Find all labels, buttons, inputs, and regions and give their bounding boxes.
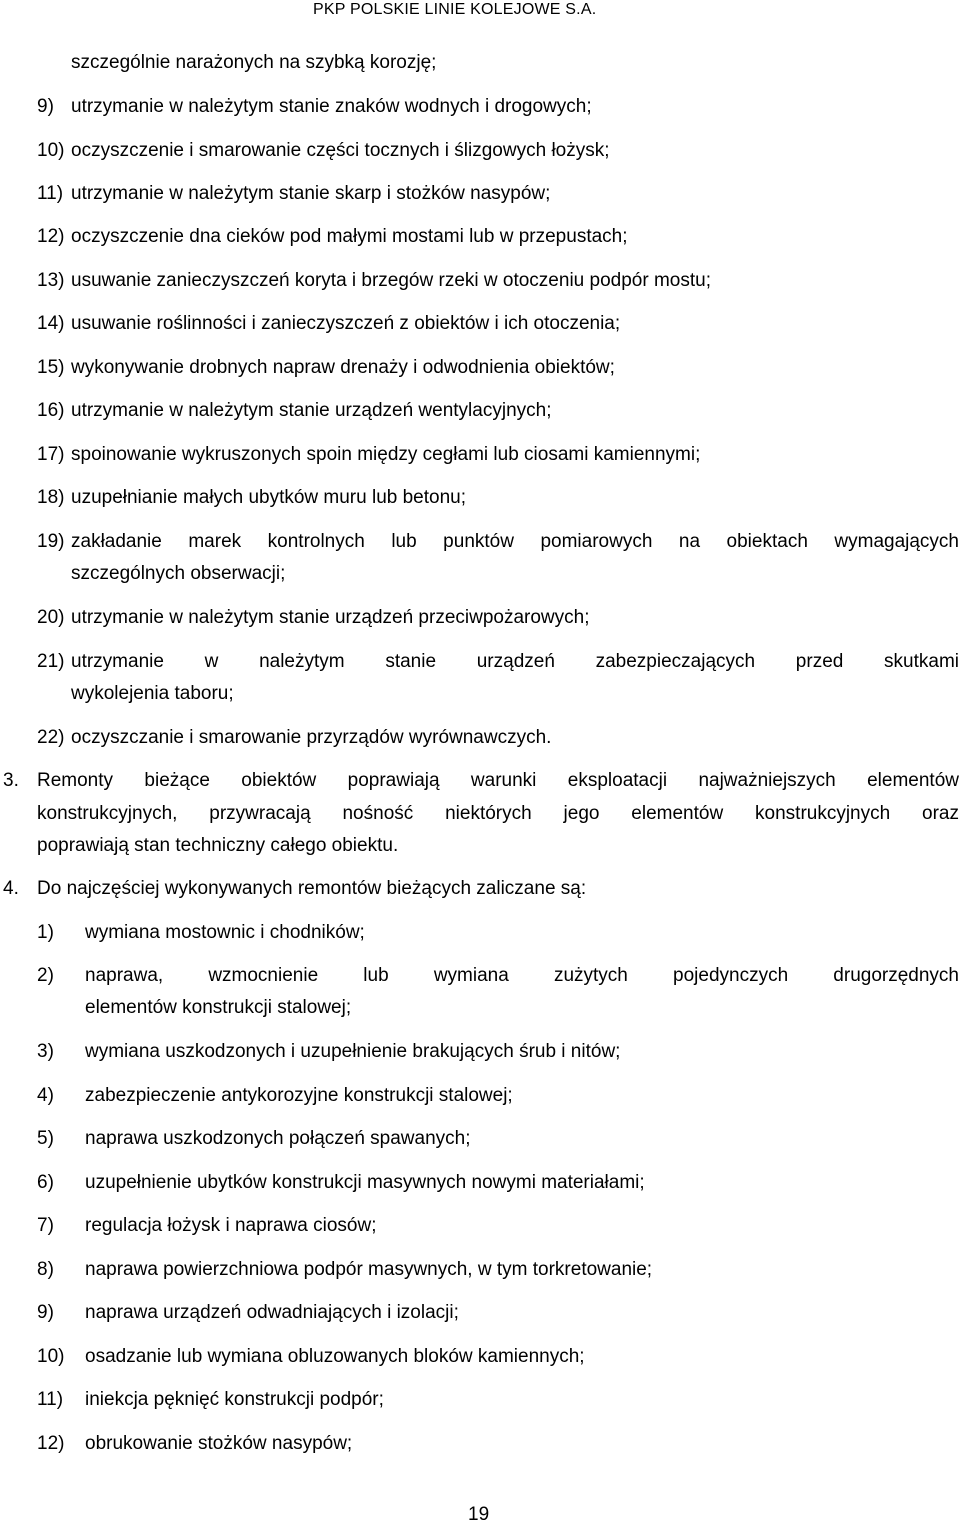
section-number: 3.	[3, 770, 19, 791]
list-item-text: utrzymanie w należytym stanie urządzeń wentylacyjnych;	[71, 400, 552, 421]
list-item-text-continued: szczególnych obserwacji;	[71, 563, 286, 584]
list-item-text: zakładanie marek kontrolnych lub punktów pomiarowych na obiektach wymagających	[71, 531, 959, 552]
list-item-number: 17)	[37, 444, 65, 465]
list-item-text: uzupełnianie małych ubytków muru lub betonu;	[71, 487, 467, 508]
list-item-number: 9)	[37, 1302, 54, 1323]
list-item-text: oczyszczenie i smarowanie części tocznych i ślizgowych łożysk;	[71, 140, 610, 161]
list-item-number: 18)	[37, 487, 65, 508]
list-item-text: wykonywanie drobnych napraw drenaży i odwodnienia obiektów;	[71, 357, 615, 378]
section-intro: Do najczęściej wykonywanych remontów bieżących zaliczane są:	[37, 878, 587, 899]
list-item-text-continued: wykolejenia taboru;	[71, 683, 234, 704]
list-item-text: spoinowanie wykruszonych spoin między cegłami lub ciosami kamiennymi;	[71, 444, 701, 465]
list-item-text: utrzymanie w należytym stanie urządzeń zabezpieczających przed skutkami	[71, 651, 959, 672]
list-item-number: 12)	[37, 1433, 65, 1454]
list-item-text: wymiana mostownic i chodników;	[85, 922, 365, 943]
list-item-number: 11)	[37, 183, 64, 204]
list-item-number: 15)	[37, 357, 65, 378]
list-item-number: 11)	[37, 1389, 64, 1410]
list-item-text: oczyszczenie dna cieków pod małymi mostami lub w przepustach;	[71, 226, 628, 247]
list-item-text: utrzymanie w należytym stanie skarp i stożków nasypów;	[71, 183, 551, 204]
list-item-number: 3)	[37, 1041, 54, 1062]
section-text-line: konstrukcyjnych, przywracają nośność niektórych jego elementów konstrukcyjnych oraz	[37, 803, 959, 824]
list-item-number: 6)	[37, 1172, 54, 1193]
list-item-text: iniekcja pęknięć konstrukcji podpór;	[85, 1389, 384, 1410]
list-item-number: 8)	[37, 1259, 54, 1280]
list-item-number: 16)	[37, 400, 65, 421]
list-item-number: 1)	[37, 922, 54, 943]
list-item-number: 19)	[37, 531, 65, 552]
list-item-text: utrzymanie w należytym stanie urządzeń przeciwpożarowych;	[71, 607, 590, 628]
list-item-text: osadzanie lub wymiana obluzowanych bloków kamiennych;	[85, 1346, 585, 1367]
list-item-number: 7)	[37, 1215, 54, 1236]
list-item-text: obrukowanie stożków nasypów;	[85, 1433, 353, 1454]
page-number: 19	[468, 1504, 490, 1525]
list-item-text: oczyszczanie i smarowanie przyrządów wyrównawczych.	[71, 727, 552, 748]
section-text-line: poprawiają stan techniczny całego obiektu.	[37, 835, 399, 856]
list-item-number: 14)	[37, 313, 65, 334]
list-item-number: 13)	[37, 270, 65, 291]
list-item-number: 22)	[37, 727, 65, 748]
list-item-text-continued: elementów konstrukcji stalowej;	[85, 997, 352, 1018]
list-item-text: regulacja łożysk i naprawa ciosów;	[85, 1215, 377, 1236]
list-item-text: uzupełnienie ubytków konstrukcji masywnych nowymi materiałami;	[85, 1172, 645, 1193]
list-item-text: zabezpieczenie antykorozyjne konstrukcji stalowej;	[85, 1085, 513, 1106]
list-item-text: naprawa, wzmocnienie lub wymiana zużytych pojedynczych drugorzędnych	[85, 965, 959, 986]
list-item-number: 10)	[37, 140, 65, 161]
list-item-number: 2)	[37, 965, 54, 986]
list-item-number: 5)	[37, 1128, 54, 1149]
list-item-number: 21)	[37, 651, 65, 672]
section-number: 4.	[3, 878, 19, 899]
list-item-number: 9)	[37, 96, 54, 117]
list-item-text: naprawa uszkodzonych połączeń spawanych;	[85, 1128, 471, 1149]
section-text-line: Remonty bieżące obiektów poprawiają warunki eksploatacji najważniejszych elementów	[37, 770, 959, 791]
list-item-number: 10)	[37, 1346, 65, 1367]
page-header: PKP POLSKIE LINIE KOLEJOWE S.A.	[313, 1, 597, 18]
list-item-text: usuwanie zanieczyszczeń koryta i brzegów rzeki w otoczeniu podpór mostu;	[71, 270, 711, 291]
list-item-text: naprawa powierzchniowa podpór masywnych, w tym torkretowanie;	[85, 1259, 653, 1280]
list-item-number: 12)	[37, 226, 65, 247]
list-item-text: wymiana uszkodzonych i uzupełnienie brakujących śrub i nitów;	[85, 1041, 621, 1062]
list-item-text: utrzymanie w należytym stanie znaków wodnych i drogowych;	[71, 96, 592, 117]
list-item-text: usuwanie roślinności i zanieczyszczeń z obiektów i ich otoczenia;	[71, 313, 621, 334]
list-item-text: naprawa urządzeń odwadniających i izolacji;	[85, 1302, 459, 1323]
list-item-number: 4)	[37, 1085, 54, 1106]
list-item-number: 20)	[37, 607, 65, 628]
list-continuation: szczególnie narażonych na szybką korozję;	[71, 52, 437, 73]
